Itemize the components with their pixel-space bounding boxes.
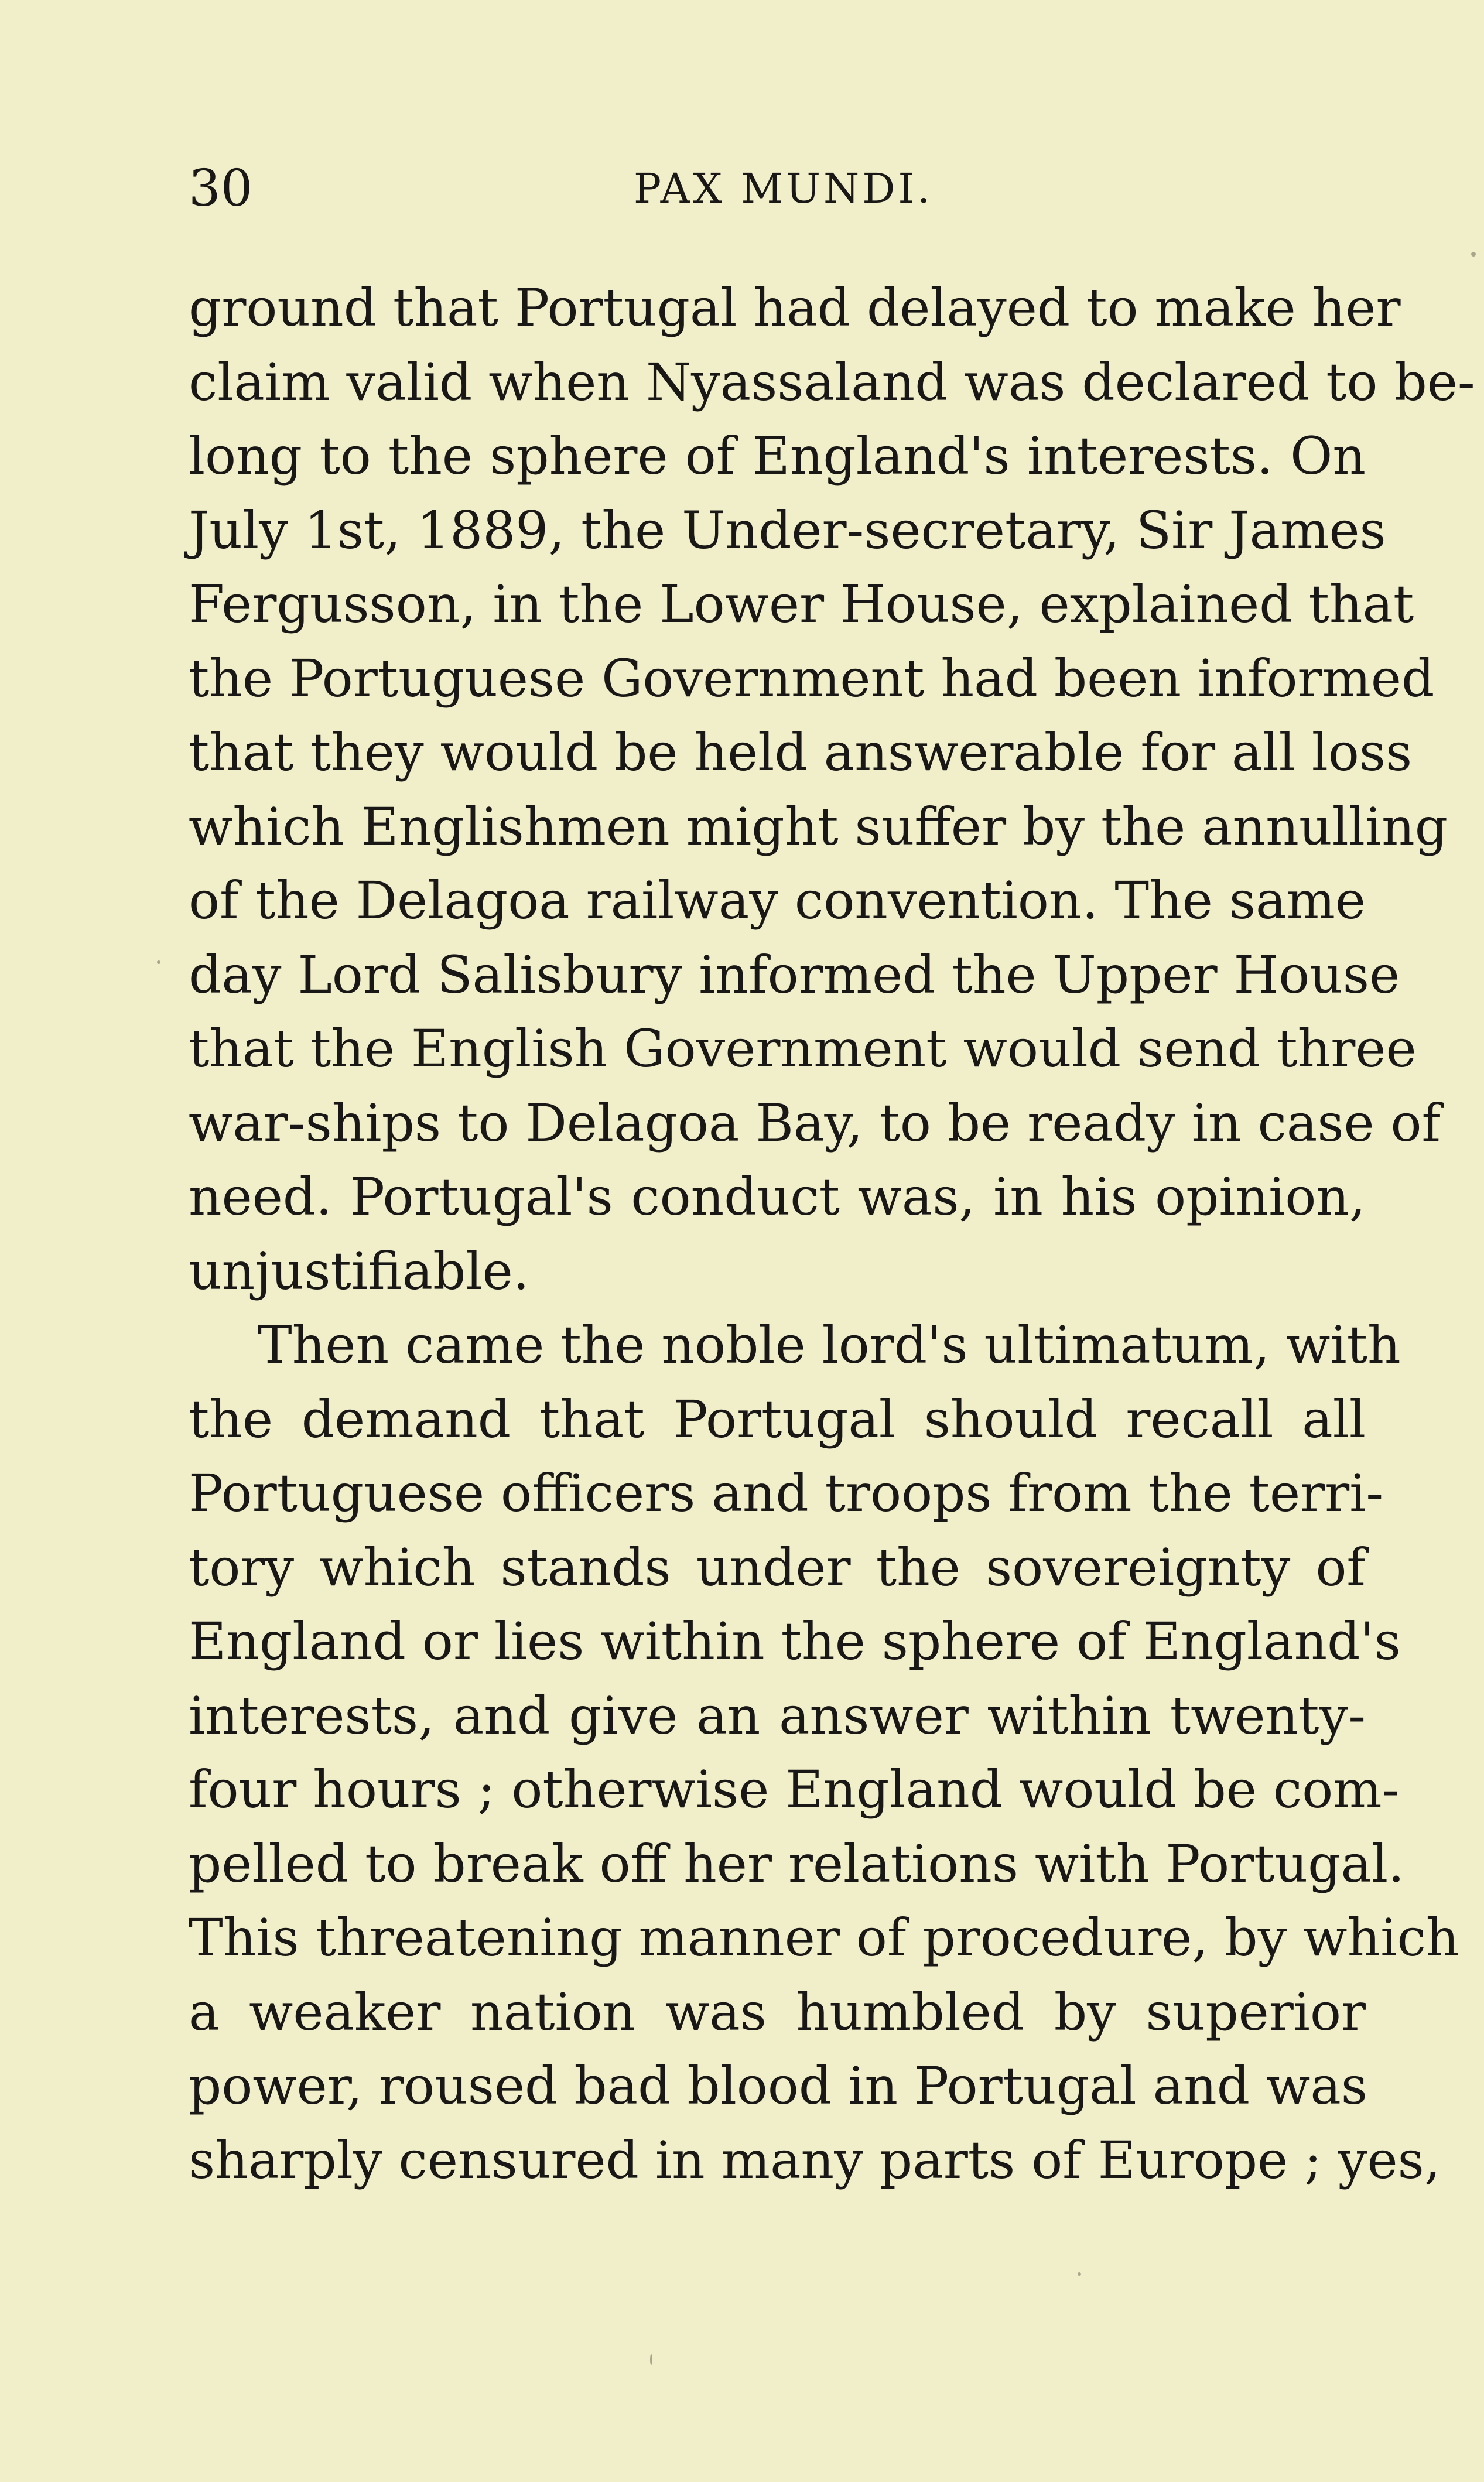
text-line: the Portuguese Government had been informed <box>189 648 1435 709</box>
text-line: war-ships to Delagoa Bay, to be ready in case of <box>189 1092 1441 1153</box>
text-line: that the English Government would send three <box>189 1018 1417 1079</box>
text-line: power, roused bad blood in Portugal and was <box>189 2056 1367 2116</box>
text-line: a weaker nation was humbled by superior <box>189 1981 1366 2042</box>
text-line: which Englishmen might suffer by the annulling <box>189 796 1448 857</box>
running-head <box>189 153 1366 224</box>
text-line: This threatening manner of procedure, by which <box>189 1907 1459 1968</box>
text-line: Portuguese officers and troops from the terri- <box>189 1463 1384 1523</box>
text-line: England or lies within the sphere of England's <box>189 1611 1401 1671</box>
text-line: need. Portugal's conduct was, in his opinion, <box>189 1167 1366 1227</box>
text-line: tory which stands under the sovereignty of <box>189 1537 1366 1598</box>
paper-speck <box>1078 2272 1081 2276</box>
paper-speck <box>157 960 160 964</box>
text-line: interests, and give an answer within twenty- <box>189 1685 1366 1746</box>
text-line: pelled to break off her relations with Portugal. <box>189 1833 1405 1894</box>
text-line: claim valid when Nyassaland was declared to be- <box>189 351 1475 412</box>
paragraph-end-line: unjustifiable. <box>189 1240 529 1301</box>
text-line: Fergusson, in the Lower House, explained that <box>189 574 1414 634</box>
body-text <box>189 271 1475 2197</box>
page-number: 30 <box>189 159 253 218</box>
text-line: of the Delagoa railway convention. The same <box>189 870 1366 931</box>
text-line: four hours ; otherwise England would be com- <box>189 1759 1400 1820</box>
text-line: sharply censured in many parts of Europe ; yes, <box>189 2129 1441 2190</box>
text-line: the demand that Portugal should recall all <box>189 1389 1366 1449</box>
text-line: long to the sphere of England's interests. On <box>189 426 1366 486</box>
text-line: ground that Portugal had delayed to make her <box>189 278 1401 338</box>
text-line: that they would be held answerable for all loss <box>189 722 1413 782</box>
paper-speck <box>650 2354 652 2365</box>
text-line: July 1st, 1889, the Under-secretary, Sir James <box>189 500 1386 560</box>
running-title: PAX MUNDI. <box>634 165 934 213</box>
text-line: day Lord Salisbury informed the Upper House <box>189 944 1400 1005</box>
paper-speck <box>1471 252 1476 257</box>
paragraph-start-line: Then came the noble lord's ultimatum, with <box>258 1315 1401 1375</box>
